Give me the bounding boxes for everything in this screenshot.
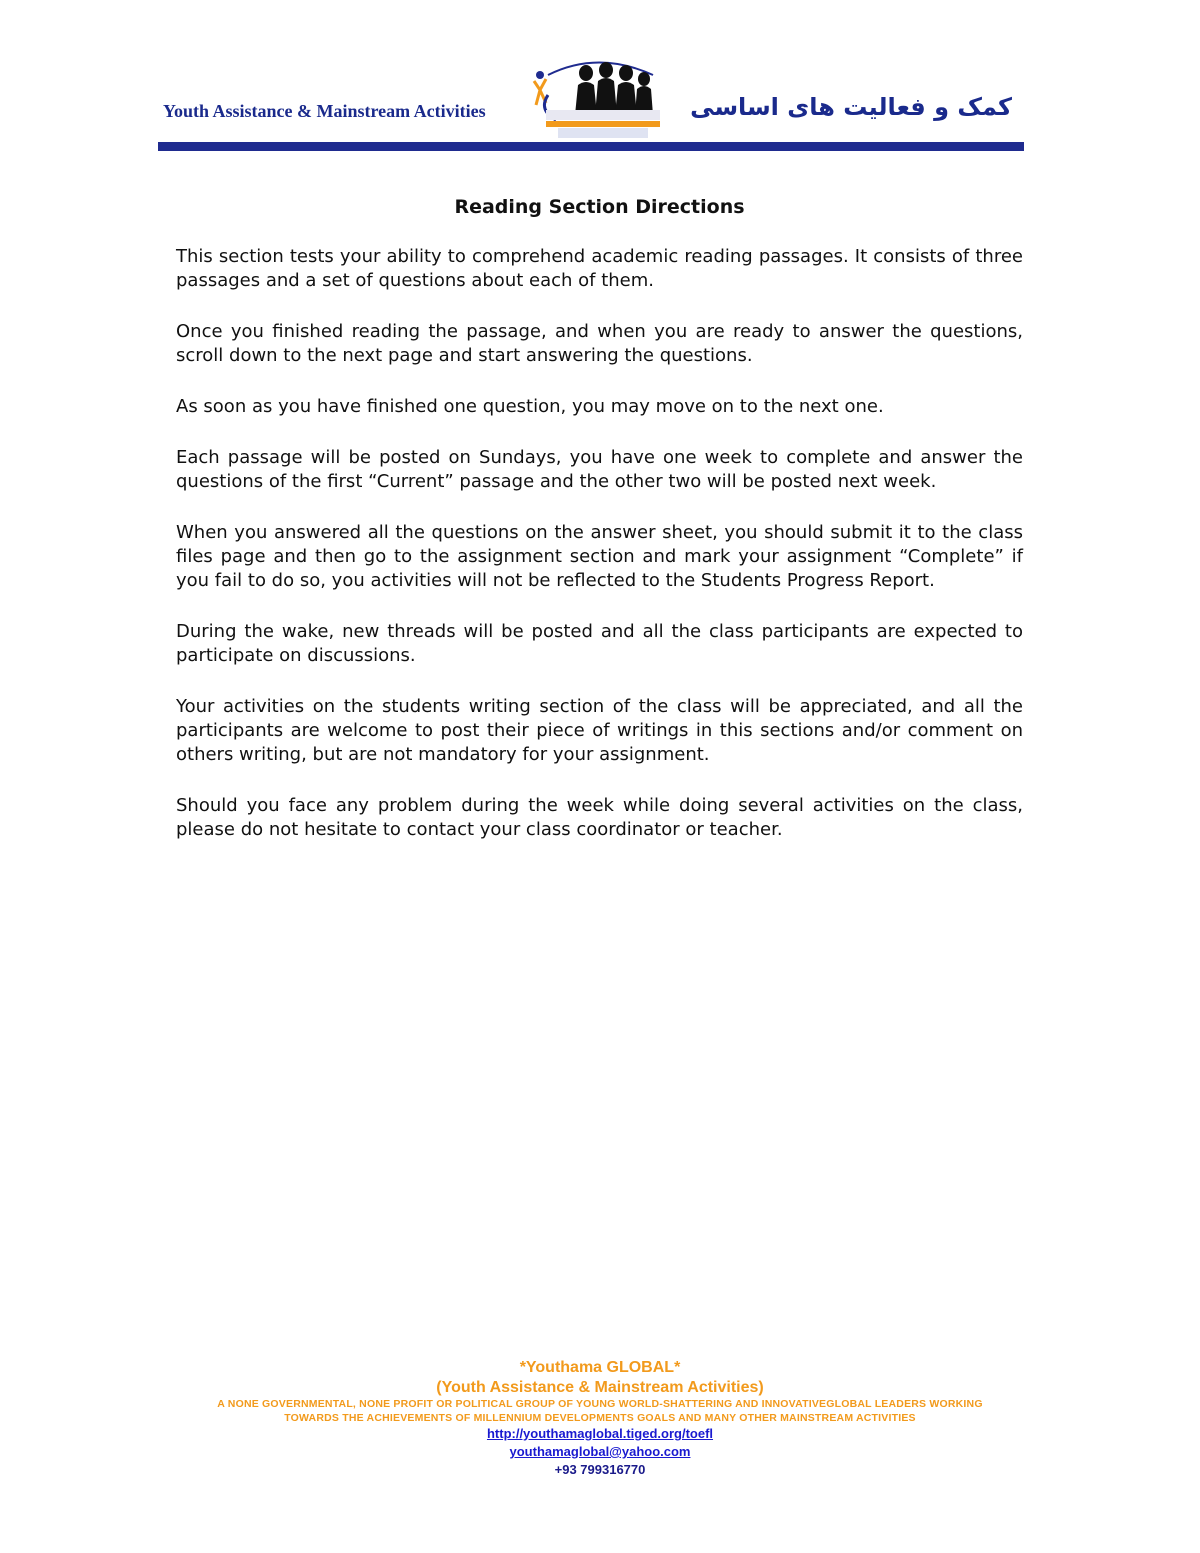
header-divider: [158, 142, 1024, 151]
header-persian-title: کمک و فعالیت های اساسی: [690, 93, 1012, 121]
paragraph: Your activities on the students writing section of the class will be appreciated, and all the participants are welcome to post their piece of writings in this sections and/or comment on others writing, but are not mandatory for your assignment.: [176, 696, 1023, 765]
paragraph: During the wake, new threads will be posted and all the class participants are expected to participate on discussions.: [176, 621, 1023, 666]
footer-phone: +93 799316770: [554, 1462, 646, 1477]
paragraph: Each passage will be posted on Sundays, you have one week to complete and answer the questions of the first “Current” passage and the other two will be posted next week.: [176, 447, 1023, 492]
header-english-title: Youth Assistance & Mainstream Activities: [163, 101, 486, 121]
footer-website-link[interactable]: http://youthamaglobal.tiged.org/toefl: [486, 1426, 714, 1441]
footer-email-link[interactable]: youthamaglobal@yahoo.com: [509, 1444, 691, 1459]
page-title: Reading Section Directions: [454, 196, 745, 218]
footer-description-line-1: A NONE GOVERNMENTAL, NONE PROFIT OR POLITICAL GROUP OF YOUNG WORLD-SHATTERING AND INNOVATIVEGLOBAL LEADERS WORKING: [217, 1398, 983, 1410]
footer-org-name: *Youthama GLOBAL*: [519, 1359, 681, 1376]
paragraph: Should you face any problem during the week while doing several activities on the class, please do not hesitate to contact your class coordinator or teacher.: [176, 795, 1023, 840]
paragraph: This section tests your ability to comprehend academic reading passages. It consists of three passages and a set of questions about each of them.: [176, 246, 1023, 291]
footer-description-line-2: TOWARDS THE ACHIEVEMENTS OF MILLENNIUM DEVELOPMENTS GOALS AND MANY OTHER MAINSTREAM ACTIVITIES: [284, 1412, 916, 1424]
main-content: [176, 195, 1023, 869]
page-header: [158, 55, 1024, 155]
page-footer: [158, 1358, 1042, 1479]
paragraph: As soon as you have finished one question, you may move on to the next one.: [176, 396, 884, 417]
paragraph: When you answered all the questions on the answer sheet, you should submit it to the class files page and then go to the assignment section and mark your assignment “Complete” if you fail to do so, you activities will not be reflected to the Students Progress Report.: [176, 522, 1023, 591]
youthama-global-logo-icon: [528, 55, 673, 145]
paragraph: Once you finished reading the passage, and when you are ready to answer the questions, scroll down to the next page and start answering the questions.: [176, 321, 1023, 366]
footer-org-full-name: (Youth Assistance & Mainstream Activities): [436, 1379, 764, 1396]
